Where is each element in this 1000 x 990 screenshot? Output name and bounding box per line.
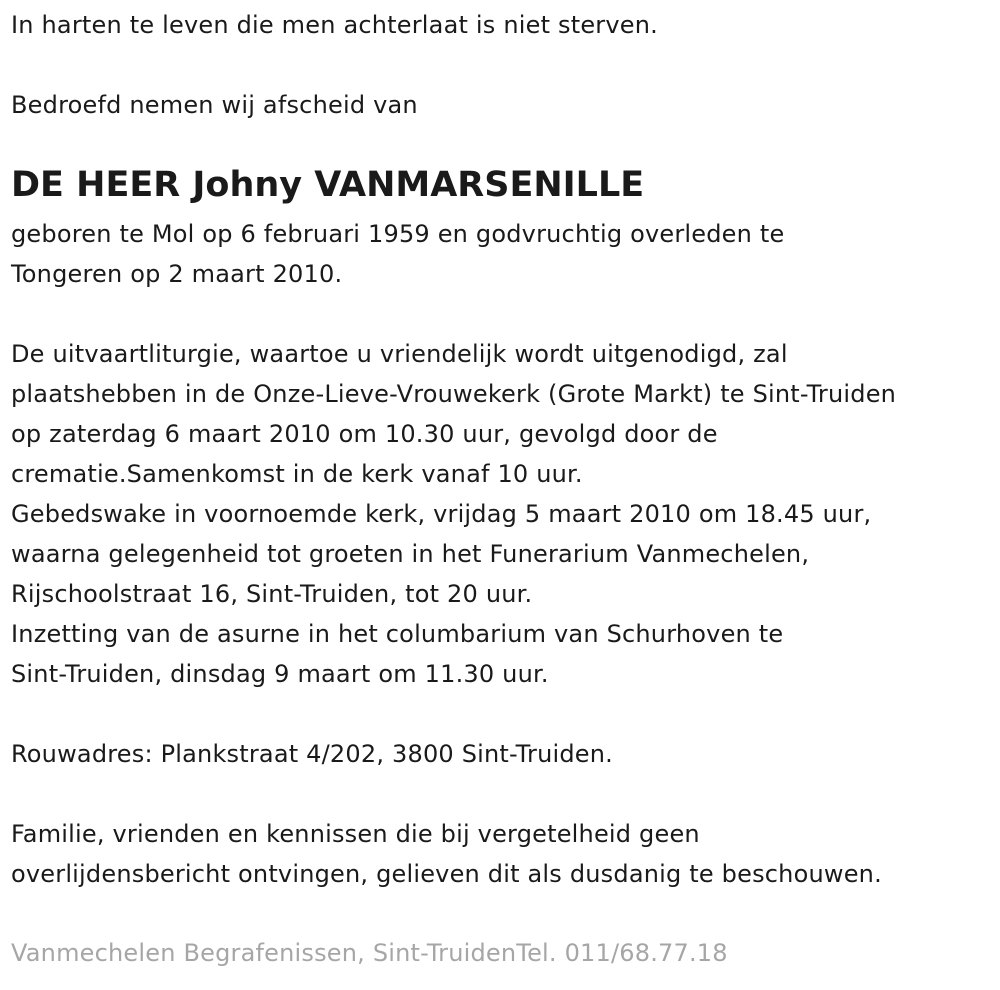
ceremony-line: Rijschoolstraat 16, Sint-Truiden, tot 20 uur. <box>11 580 533 608</box>
ceremony-line: waarna gelegenheid tot groeten in het Funerarium Vanmechelen, <box>11 540 810 568</box>
ceremony-line: plaatshebben in de Onze-Lieve-Vrouwekerk (Grote Markt) te Sint-Truiden <box>11 380 897 408</box>
ceremony-line: Sint-Truiden, dinsdag 9 maart om 11.30 uur. <box>11 660 549 688</box>
ceremony-line: Inzetting van de asurne in het columbarium van Schurhoven te <box>11 620 784 648</box>
motto: In harten te leven die men achterlaat is niet sterven. <box>11 11 658 39</box>
notice-line: overlijdensbericht ontvingen, gelieven dit als dusdanig te beschouwen. <box>11 860 882 888</box>
ceremony-line: op zaterdag 6 maart 2010 om 10.30 uur, gevolgd door de <box>11 420 718 448</box>
birth-death-line: geboren te Mol op 6 februari 1959 en godvruchtig overleden te <box>11 220 785 248</box>
birth-death-line: Tongeren op 2 maart 2010. <box>11 260 343 288</box>
funeral-home-footer: Vanmechelen Begrafenissen, Sint-TruidenTel. 011/68.77.18 <box>11 939 728 967</box>
ceremony-line: crematie.Samenkomst in de kerk vanaf 10 uur. <box>11 460 583 488</box>
deceased-name: DE HEER Johny VANMARSENILLE <box>11 165 645 205</box>
mourning-address: Rouwadres: Plankstraat 4/202, 3800 Sint-Truiden. <box>11 740 614 768</box>
intro-text: Bedroefd nemen wij afscheid van <box>11 91 418 119</box>
notice-line: Familie, vrienden en kennissen die bij vergetelheid geen <box>11 820 700 848</box>
ceremony-line: Gebedswake in voornoemde kerk, vrijdag 5 maart 2010 om 18.45 uur, <box>11 500 872 528</box>
ceremony-line: De uitvaartliturgie, waartoe u vriendelijk wordt uitgenodigd, zal <box>11 340 788 368</box>
